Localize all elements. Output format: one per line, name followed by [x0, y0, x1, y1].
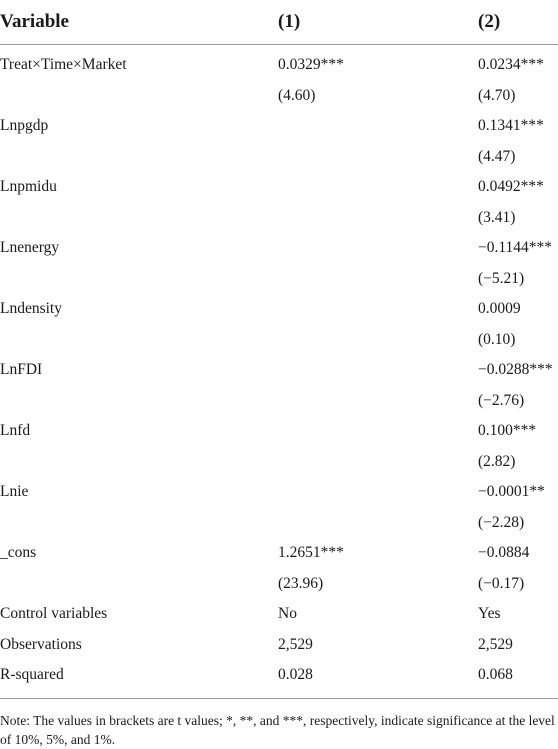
table-row	[0, 569, 558, 600]
cell-variable: Lnpmidu	[0, 178, 57, 196]
cell-model-2: (3.41)	[478, 208, 516, 226]
cell-model-2: 0.0492***	[478, 178, 544, 196]
table-row	[0, 294, 558, 325]
cell-model-1: No	[278, 605, 297, 623]
cell-model-2: 0.0234***	[478, 56, 544, 74]
cell-model-2: Yes	[478, 605, 501, 623]
cell-model-2: −0.1144***	[478, 239, 553, 257]
cell-model-2: −0.0288***	[478, 361, 553, 379]
cell-variable: Control variables	[0, 605, 108, 623]
cell-model-1: (4.60)	[278, 86, 316, 104]
cell-model-1: 2,529	[278, 635, 313, 653]
cell-model-2: −0.0884	[478, 544, 530, 562]
table-header	[0, 0, 558, 45]
table-row	[0, 599, 558, 630]
table-note: Note: The values in brackets are t values; *, **, and ***, respectively, indicate significance at the level of 10%, 5%, and 1%.	[0, 712, 555, 747]
table-row	[0, 386, 558, 417]
header-model-1: (1)	[278, 11, 301, 32]
cell-model-1: 1.2651***	[278, 544, 344, 562]
cell-variable: R-squared	[0, 666, 64, 684]
table-row	[0, 660, 558, 691]
header-variable: Variable	[0, 11, 69, 32]
cell-model-1: 0.0329***	[278, 56, 344, 74]
cell-model-2: (−5.21)	[478, 269, 525, 287]
table-row	[0, 508, 558, 539]
cell-variable: _cons	[0, 544, 37, 562]
table-row	[0, 203, 558, 234]
table-row	[0, 416, 558, 447]
cell-variable: Observations	[0, 635, 82, 653]
cell-model-2: 0.100***	[478, 422, 537, 440]
cell-variable: Lndensity	[0, 300, 62, 318]
table-body	[0, 45, 558, 691]
cell-model-2: (−0.17)	[478, 574, 525, 592]
table-row	[0, 81, 558, 112]
cell-model-2: −0.0001**	[478, 483, 545, 501]
cell-model-2: 0.1341***	[478, 117, 544, 135]
cell-model-2: 0.068	[478, 666, 513, 684]
table-row	[0, 538, 558, 569]
cell-variable: Lnfd	[0, 422, 31, 440]
cell-variable: Lnie	[0, 483, 29, 501]
table-row	[0, 355, 558, 386]
table-row	[0, 447, 558, 478]
cell-model-2: (4.70)	[478, 86, 516, 104]
table-row	[0, 233, 558, 264]
table-row	[0, 325, 558, 356]
cell-model-1: 0.028	[278, 666, 313, 684]
table-row	[0, 477, 558, 508]
table-row	[0, 630, 558, 661]
table-row	[0, 111, 558, 142]
table-row	[0, 172, 558, 203]
cell-variable: Lnenergy	[0, 239, 60, 257]
table-row	[0, 264, 558, 295]
table-row	[0, 50, 558, 81]
cell-variable: LnFDI	[0, 361, 43, 379]
cell-model-2: 2,529	[478, 635, 513, 653]
cell-model-1: (23.96)	[278, 574, 324, 592]
cell-model-2: (−2.76)	[478, 391, 525, 409]
cell-model-2: (0.10)	[478, 330, 516, 348]
cell-model-2: (2.82)	[478, 452, 516, 470]
cell-model-2: 0.0009	[478, 300, 521, 318]
cell-model-2: (4.47)	[478, 147, 516, 165]
header-model-2: (2)	[478, 11, 501, 32]
cell-model-2: (−2.28)	[478, 513, 525, 531]
table-row	[0, 142, 558, 173]
cell-variable: Treat×Time×Market	[0, 56, 127, 74]
cell-variable: Lnpgdp	[0, 117, 49, 135]
